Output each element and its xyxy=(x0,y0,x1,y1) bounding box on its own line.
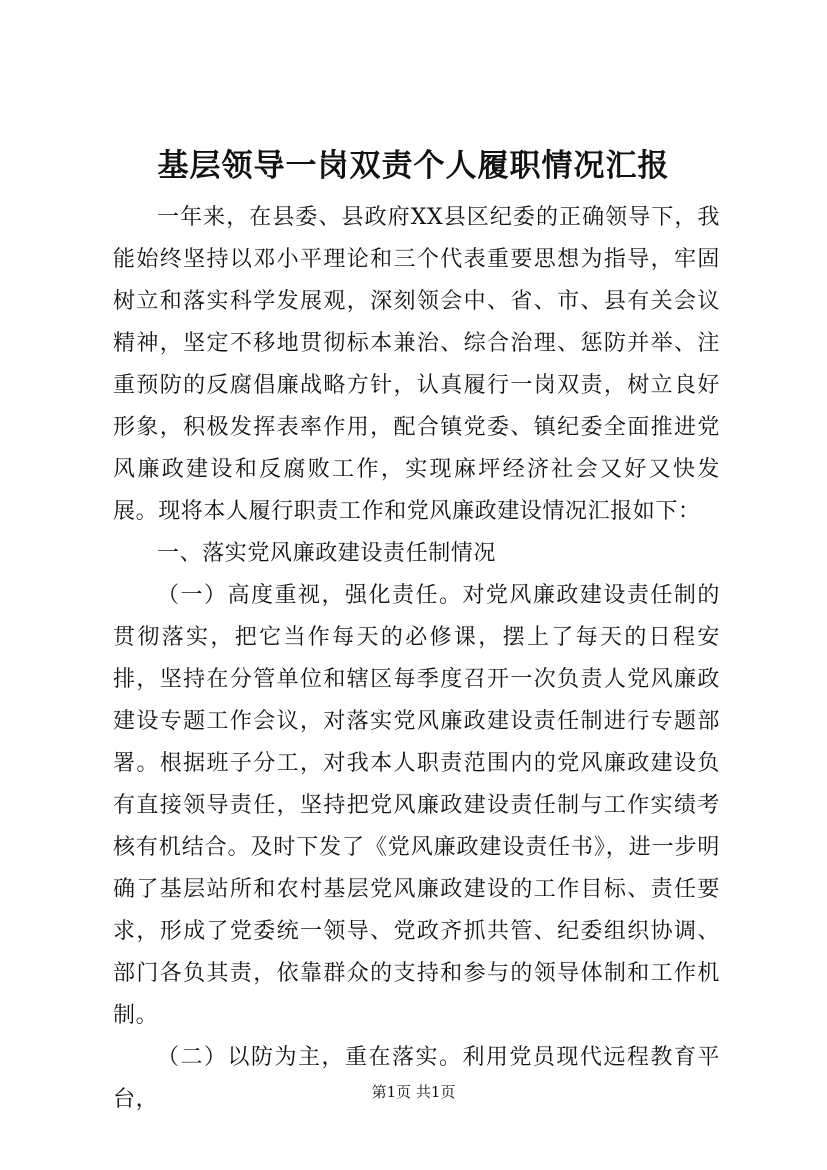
document-body xyxy=(113,197,720,1121)
subsection-one-paragraph: （一）高度重视，强化责任。对党风廉政建设责任制的贯彻落实，把它当作每天的必修课，摆上了每天的日程安排，坚持在分管单位和辖区每季度召开一次负责人党风廉政建设专题工作会议，对落实党风廉政建设责任制进行专题部署。根据班子分工，对我本人职责范围内的党风廉政建设负有直接领导责任，坚持把党风廉政建设责任制与工作实绩考核有机结合。及时下发了《党风廉政建设责任书》，进一步明确了基层站所和农村基层党风廉政建设的工作目标、责任要求，形成了党委统一领导、党政齐抓共管、纪委组织协调、部门各负其责，依靠群众的支持和参与的领导体制和工作机制。 xyxy=(113,583,720,1028)
page-number-footer: 第1页 共1页 xyxy=(371,1083,456,1101)
intro-paragraph: 一年来，在县委、县政府XX县区纪委的正确领导下，我能始终坚持以邓小平理论和三个代表重要思想为指导，牢固树立和落实科学发展观，深刻领会中、省、市、县有关会议精神，坚定不移地贯彻标本兼治、综合治理、惩防并举、注重预防的反腐倡廉战略方针，认真履行一岗双责，树立良好形象，积极发挥表率作用，配合镇党委、镇纪委全面推进党风廉政建设和反腐败工作，实现麻坪经济社会又好又快发展。现将本人履行职责工作和党风廉政建设情况汇报如下： xyxy=(113,205,720,524)
section-heading: 一、落实党风廉政建设责任制情况 xyxy=(157,541,497,566)
subsection-two-paragraph: （二）以防为主，重在落实。利用党员现代远程教育平台， xyxy=(113,1045,720,1112)
document-title: 基层领导一岗双责个人履职情况汇报 xyxy=(157,148,670,184)
